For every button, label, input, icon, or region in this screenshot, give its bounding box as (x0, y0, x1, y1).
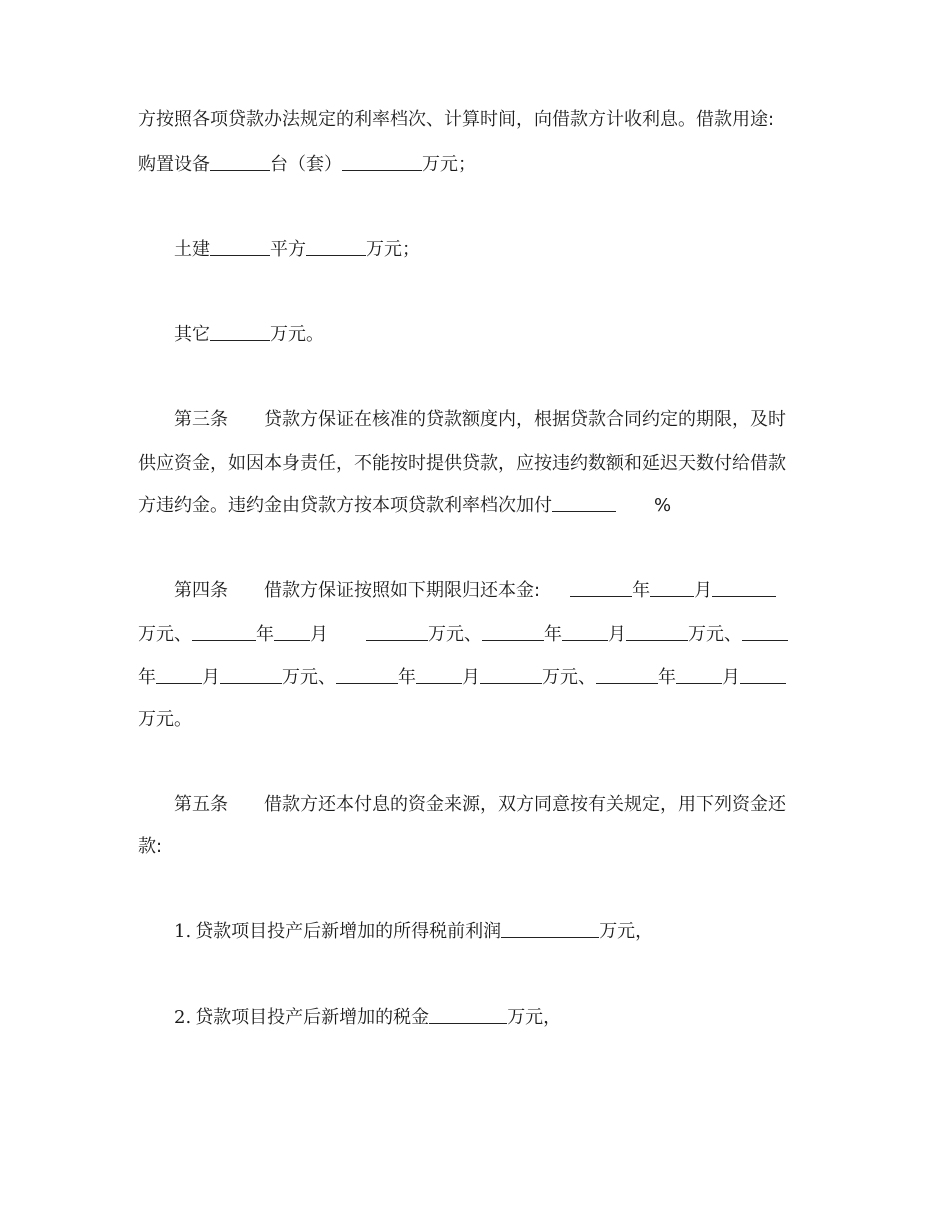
construction-label: 土建 (174, 239, 210, 260)
article3-line2 (138, 451, 818, 477)
repay5-month: 月 (462, 667, 480, 688)
construction-amount-blank (306, 237, 366, 256)
equipment-quantity-blank (210, 152, 270, 171)
funding-item-2 (174, 1005, 818, 1031)
repay4-wanyuan: 万元、 (282, 667, 336, 688)
interest-clause-line (138, 107, 818, 133)
repay1-month: 月 (694, 580, 713, 601)
equipment-amount-blank (342, 152, 422, 171)
article3-text-line3: 方违约金。违约金由贷款方按本项贷款利率档次加付 (138, 495, 552, 516)
construction-semicolon: ； (402, 239, 420, 260)
equipment-unit: 台（套） (270, 154, 342, 175)
repay1-amount-blank (712, 578, 776, 597)
repay4-month-blank (156, 665, 202, 684)
repay3-year: 年 (544, 624, 562, 645)
article4-line4 (138, 707, 818, 733)
percent-sign: % (654, 495, 672, 516)
article3-text-line2: 供应资金，如因本身责任，不能按时提供贷款，应按违约数额和延迟天数付给借款 (138, 453, 786, 474)
repay4-year: 年 (138, 667, 156, 688)
repay6-month: 月 (722, 667, 740, 688)
article4-title: 第四条 (174, 580, 228, 601)
item2-text: 贷款项目投产后新增加的税金 (195, 1007, 430, 1028)
item2-number: 2. (174, 1007, 192, 1028)
article4-line1 (174, 578, 818, 604)
item1-number: 1. (174, 921, 192, 942)
repay5-amount-blank (480, 665, 542, 684)
repay2-year-blank (192, 622, 256, 641)
penalty-rate-blank (552, 493, 616, 512)
repay6-amount-blank (740, 665, 786, 684)
repay2-wanyuan: 万元、 (428, 624, 482, 645)
usage-equipment-line (138, 152, 818, 178)
construction-wanyuan: 万元 (366, 239, 402, 260)
repay6-month-blank (676, 665, 722, 684)
article3-title: 第三条 (174, 409, 228, 430)
repay3-month: 月 (608, 624, 626, 645)
repay1-wanyuan: 万元、 (138, 624, 192, 645)
repay2-month: 月 (310, 624, 328, 645)
repay2-month-blank (274, 622, 310, 641)
article3-line1 (174, 407, 818, 433)
article5-text-line2: 款: (138, 836, 163, 857)
usage-other-line (174, 322, 818, 348)
item2-amount-blank (429, 1005, 507, 1024)
repay1-year: 年 (632, 580, 651, 601)
article4-line2 (138, 622, 818, 648)
repay6-wanyuan: 万元。 (138, 709, 192, 730)
repay6-year-blank (596, 665, 658, 684)
item2-unit: 万元， (507, 1007, 562, 1028)
construction-area-blank (210, 237, 270, 256)
repay3-wanyuan: 万元、 (688, 624, 742, 645)
repay1-year-blank (570, 578, 632, 597)
repay6-year: 年 (658, 667, 676, 688)
other-wanyuan: 万元 (270, 324, 306, 345)
area-unit: 平方 (270, 239, 306, 260)
repay4-year-blank (742, 622, 788, 641)
repay5-month-blank (416, 665, 462, 684)
equipment-wanyuan: 万元 (422, 154, 458, 175)
item1-amount-blank (501, 919, 599, 938)
article5-text-line1: 借款方还本付息的资金来源，双方同意按有关规定，用下列资金还 (264, 794, 786, 815)
funding-item-1 (174, 919, 818, 945)
repay5-year: 年 (398, 667, 416, 688)
article5-title: 第五条 (174, 794, 228, 815)
article3-text-line1: 贷款方保证在核准的贷款额度内，根据贷款合同约定的期限，及时 (264, 409, 786, 430)
article4-text: 借款方保证按照如下期限归还本金: (264, 580, 541, 601)
repay2-year: 年 (256, 624, 274, 645)
item1-text: 贷款项目投产后新增加的所得税前利润 (195, 921, 502, 942)
repay3-month-blank (562, 622, 608, 641)
other-label: 其它 (174, 324, 210, 345)
equipment-label: 购置设备 (138, 154, 210, 175)
repay4-month: 月 (202, 667, 220, 688)
article3-line3 (138, 493, 818, 519)
article5-line2 (138, 834, 818, 860)
article4-line3 (138, 665, 818, 691)
repay3-year-blank (482, 622, 544, 641)
other-amount-blank (210, 322, 270, 341)
equipment-semicolon: ； (458, 154, 476, 175)
repay3-amount-blank (626, 622, 688, 641)
repay2-amount-blank (366, 622, 428, 641)
interest-clause-text: 方按照各项贷款办法规定的利率档次、计算时间，向借款方计收利息。借款用途: (138, 109, 775, 130)
repay4-amount-blank (220, 665, 282, 684)
usage-construction-line (174, 237, 818, 263)
item1-unit: 万元， (599, 921, 654, 942)
repay5-wanyuan: 万元、 (542, 667, 596, 688)
article5-line1 (174, 792, 818, 818)
other-period: 。 (306, 324, 324, 345)
repay5-year-blank (336, 665, 398, 684)
repay1-month-blank (650, 578, 694, 597)
